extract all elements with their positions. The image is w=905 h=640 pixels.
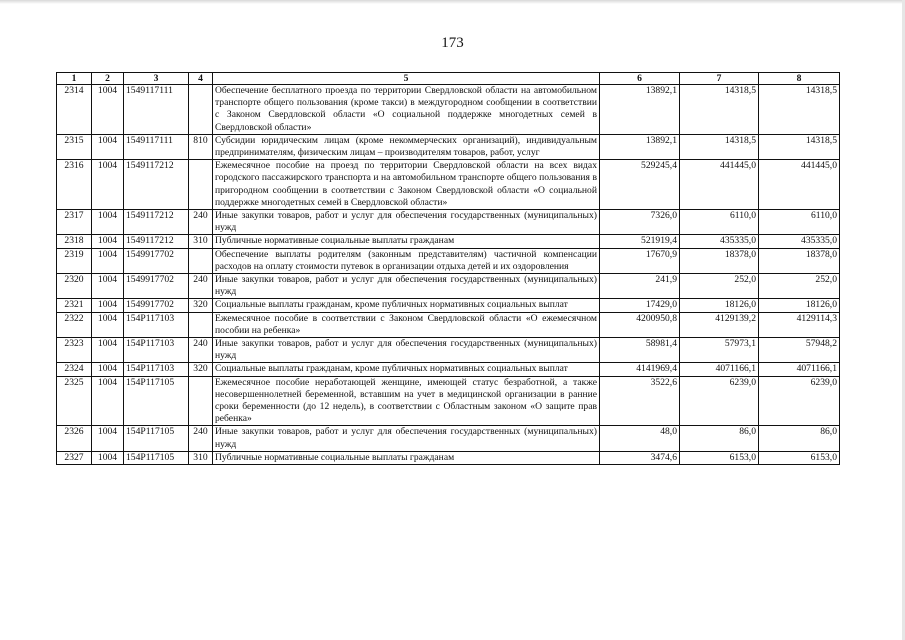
target-article-code: 1549117212: [124, 160, 189, 210]
target-article-code: 1549117212: [124, 235, 189, 248]
expense-type-code: 240: [189, 426, 213, 451]
row-number: 2322: [57, 312, 92, 337]
expense-type-code: 240: [189, 274, 213, 299]
expense-type-code: 310: [189, 235, 213, 248]
row-number: 2324: [57, 363, 92, 376]
amount-col-8: 18126,0: [759, 299, 840, 312]
amount-col-6: 529245,4: [600, 160, 680, 210]
section-code: 1004: [92, 338, 124, 363]
row-number: 2316: [57, 160, 92, 210]
table-row: [57, 338, 840, 363]
amount-col-7: 6239,0: [680, 376, 759, 426]
amount-col-6: 241,9: [600, 274, 680, 299]
amount-col-7: 14318,5: [680, 85, 759, 135]
amount-col-6: 48,0: [600, 426, 680, 451]
column-header: 6: [600, 73, 680, 85]
target-article-code: 1549917702: [124, 248, 189, 273]
target-article-code: 154P117105: [124, 451, 189, 464]
amount-col-7: 6110,0: [680, 210, 759, 235]
amount-col-6: 7326,0: [600, 210, 680, 235]
row-description: Субсидии юридическим лицам (кроме некоммерческих организаций), индивидуальным предпринимателям, физическим лицам – производителям товаров, работ, услуг: [213, 134, 600, 159]
section-code: 1004: [92, 299, 124, 312]
expense-type-code: 310: [189, 451, 213, 464]
table-row: [57, 160, 840, 210]
target-article-code: 154P117105: [124, 376, 189, 426]
row-number: 2325: [57, 376, 92, 426]
section-code: 1004: [92, 248, 124, 273]
row-number: 2318: [57, 235, 92, 248]
section-code: 1004: [92, 376, 124, 426]
amount-col-8: 441445,0: [759, 160, 840, 210]
expense-type-code: [189, 160, 213, 210]
row-number: 2315: [57, 134, 92, 159]
table-header-row: [57, 73, 840, 85]
amount-col-6: 13892,1: [600, 85, 680, 135]
amount-col-8: 252,0: [759, 274, 840, 299]
target-article-code: 154P117103: [124, 363, 189, 376]
budget-table: [56, 72, 840, 465]
amount-col-7: 18378,0: [680, 248, 759, 273]
table-row: [57, 235, 840, 248]
table-row: [57, 426, 840, 451]
row-number: 2326: [57, 426, 92, 451]
column-header: 2: [92, 73, 124, 85]
expense-type-code: 240: [189, 210, 213, 235]
amount-col-8: 4071166,1: [759, 363, 840, 376]
section-code: 1004: [92, 235, 124, 248]
target-article-code: 1549917702: [124, 299, 189, 312]
row-description: Иные закупки товаров, работ и услуг для обеспечения государственных (муниципальных) нужд: [213, 338, 600, 363]
row-description: Публичные нормативные социальные выплаты гражданам: [213, 451, 600, 464]
amount-col-6: 58981,4: [600, 338, 680, 363]
amount-col-8: 14318,5: [759, 134, 840, 159]
section-code: 1004: [92, 363, 124, 376]
expense-type-code: [189, 376, 213, 426]
table-row: [57, 312, 840, 337]
row-number: 2323: [57, 338, 92, 363]
target-article-code: 154P117103: [124, 338, 189, 363]
target-article-code: 1549117111: [124, 85, 189, 135]
amount-col-6: 521919,4: [600, 235, 680, 248]
expense-type-code: 810: [189, 134, 213, 159]
amount-col-8: 14318,5: [759, 85, 840, 135]
scan-edge-top: [0, 0, 905, 4]
target-article-code: 1549917702: [124, 274, 189, 299]
amount-col-8: 6110,0: [759, 210, 840, 235]
row-number: 2321: [57, 299, 92, 312]
table-row: [57, 376, 840, 426]
target-article-code: 154P117103: [124, 312, 189, 337]
section-code: 1004: [92, 274, 124, 299]
amount-col-7: 86,0: [680, 426, 759, 451]
amount-col-7: 435335,0: [680, 235, 759, 248]
amount-col-8: 6239,0: [759, 376, 840, 426]
amount-col-6: 4200950,8: [600, 312, 680, 337]
expense-type-code: 320: [189, 299, 213, 312]
expense-type-code: 240: [189, 338, 213, 363]
amount-col-8: 86,0: [759, 426, 840, 451]
column-header: 3: [124, 73, 189, 85]
column-header: 7: [680, 73, 759, 85]
row-description: Социальные выплаты гражданам, кроме публичных нормативных социальных выплат: [213, 363, 600, 376]
amount-col-6: 3522,6: [600, 376, 680, 426]
table-row: [57, 451, 840, 464]
row-description: Ежемесячное пособие в соответствии с Законом Свердловской области «О ежемесячном пособии на ребенка»: [213, 312, 600, 337]
table-row: [57, 248, 840, 273]
table-row: [57, 363, 840, 376]
table-row: [57, 85, 840, 135]
amount-col-7: 441445,0: [680, 160, 759, 210]
expense-type-code: [189, 312, 213, 337]
target-article-code: 1549117212: [124, 210, 189, 235]
amount-col-6: 4141969,4: [600, 363, 680, 376]
row-number: 2319: [57, 248, 92, 273]
table-row: [57, 299, 840, 312]
column-header: 4: [189, 73, 213, 85]
section-code: 1004: [92, 312, 124, 337]
table-row: [57, 134, 840, 159]
row-number: 2327: [57, 451, 92, 464]
expense-type-code: [189, 248, 213, 273]
row-description: Публичные нормативные социальные выплаты гражданам: [213, 235, 600, 248]
amount-col-8: 4129114,3: [759, 312, 840, 337]
row-description: Иные закупки товаров, работ и услуг для обеспечения государственных (муниципальных) нужд: [213, 426, 600, 451]
amount-col-7: 4129139,2: [680, 312, 759, 337]
section-code: 1004: [92, 210, 124, 235]
expense-type-code: 320: [189, 363, 213, 376]
section-code: 1004: [92, 85, 124, 135]
page-number: 173: [441, 35, 464, 51]
row-number: 2317: [57, 210, 92, 235]
amount-col-8: 435335,0: [759, 235, 840, 248]
target-article-code: 154P117105: [124, 426, 189, 451]
amount-col-7: 6153,0: [680, 451, 759, 464]
row-number: 2320: [57, 274, 92, 299]
row-description: Социальные выплаты гражданам, кроме публичных нормативных социальных выплат: [213, 299, 600, 312]
row-description: Обеспечение бесплатного проезда по территории Свердловской области на автомобильном транспорте общего пользования (кроме такси) в междугородном сообщении в соответствии с Законом Свердловской области «О социальной поддержке многодетных семей в Свердловской области»: [213, 85, 600, 135]
amount-col-6: 17429,0: [600, 299, 680, 312]
amount-col-7: 18126,0: [680, 299, 759, 312]
target-article-code: 1549117111: [124, 134, 189, 159]
table-row: [57, 274, 840, 299]
amount-col-8: 6153,0: [759, 451, 840, 464]
section-code: 1004: [92, 134, 124, 159]
row-description: Ежемесячное пособие на проезд по территории Свердловской области на всех видах городского пассажирского транспорта и на автомобильном транспорте общего пользования в пригородном сообщении в соответствии с Законом Свердловской области «О социальной поддержке многодетных семей в Свердловской области»: [213, 160, 600, 210]
table-row: [57, 210, 840, 235]
column-header: 1: [57, 73, 92, 85]
row-description: Ежемесячное пособие неработающей женщине, имеющей статус безработной, а также несовершеннолетней беременной, вставшим на учет в медицинской организации в ранние сроки беременности (до 12 недель), в соответствии с Областным законом «О защите прав ребенка»: [213, 376, 600, 426]
row-description: Иные закупки товаров, работ и услуг для обеспечения государственных (муниципальных) нужд: [213, 210, 600, 235]
section-code: 1004: [92, 451, 124, 464]
amount-col-7: 4071166,1: [680, 363, 759, 376]
amount-col-7: 14318,5: [680, 134, 759, 159]
amount-col-6: 17670,9: [600, 248, 680, 273]
row-description: Иные закупки товаров, работ и услуг для обеспечения государственных (муниципальных) нужд: [213, 274, 600, 299]
amount-col-7: 252,0: [680, 274, 759, 299]
amount-col-6: 13892,1: [600, 134, 680, 159]
row-number: 2314: [57, 85, 92, 135]
section-code: 1004: [92, 426, 124, 451]
amount-col-8: 57948,2: [759, 338, 840, 363]
amount-col-6: 3474,6: [600, 451, 680, 464]
row-description: Обеспечение выплаты родителям (законным представителям) частичной компенсации расходов на оплату стоимости путевок в организации отдыха детей и их оздоровления: [213, 248, 600, 273]
column-header: 5: [213, 73, 600, 85]
expense-type-code: [189, 85, 213, 135]
section-code: 1004: [92, 160, 124, 210]
column-header: 8: [759, 73, 840, 85]
amount-col-8: 18378,0: [759, 248, 840, 273]
amount-col-7: 57973,1: [680, 338, 759, 363]
